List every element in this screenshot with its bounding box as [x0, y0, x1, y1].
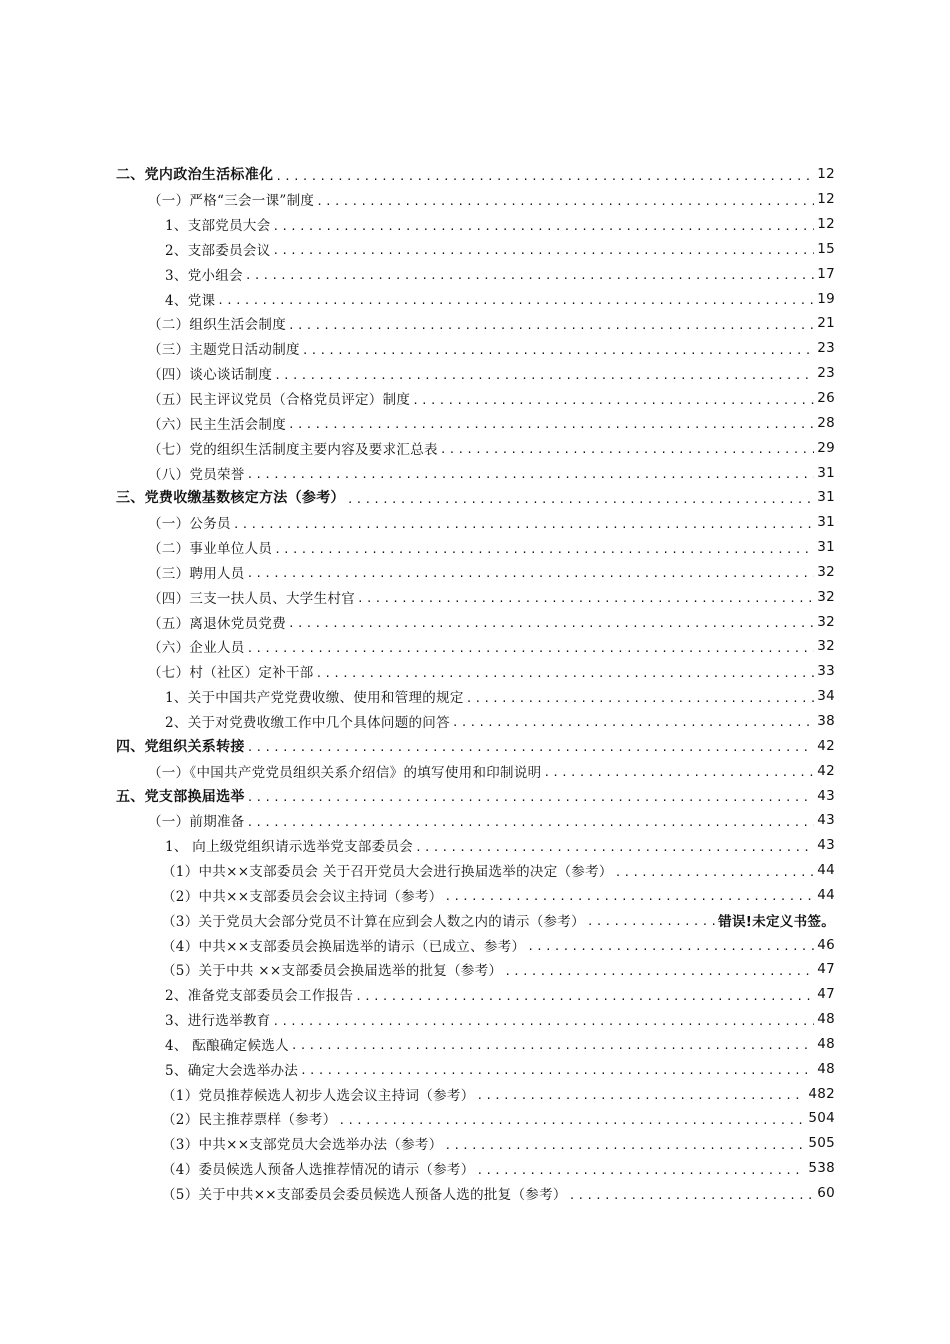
toc-page-number: 26	[817, 390, 835, 407]
toc-entry[interactable]	[0, 833, 950, 858]
toc-entry[interactable]	[0, 311, 950, 336]
toc-entry-title: （2）民主推荐票样（参考）	[162, 1112, 337, 1129]
toc-entry[interactable]	[0, 560, 950, 585]
toc-entry[interactable]	[0, 510, 950, 535]
toc-leader-dots	[355, 990, 814, 1003]
toc-entry-title: 1、 向上级党组织请示选举党支部委员会	[165, 839, 414, 856]
toc-entry[interactable]	[0, 584, 950, 609]
toc-page-number: 12	[817, 191, 835, 208]
toc-entry-title: 4、 酝酿确定候选人	[165, 1037, 289, 1054]
toc-page-number: 43	[817, 837, 835, 854]
toc-entry[interactable]	[0, 1106, 950, 1131]
toc-entry-title: （三）聘用人员	[148, 565, 245, 582]
toc-entry[interactable]	[0, 709, 950, 734]
toc-page-number: 46	[817, 936, 835, 953]
toc-page-number: 28	[817, 414, 835, 431]
toc-entry[interactable]	[0, 361, 950, 386]
toc-entry[interactable]	[0, 882, 950, 907]
toc-page-number: 47	[817, 986, 835, 1003]
toc-leader-dots	[357, 592, 814, 605]
toc-page-number: 42	[817, 762, 835, 779]
toc-leader-dots	[288, 418, 814, 431]
toc-entry-title: （三）主题党日活动制度	[148, 342, 300, 359]
toc-entry[interactable]	[0, 286, 950, 311]
toc-leader-dots	[245, 269, 814, 282]
toc-entry-title: （四）谈心谈话制度	[148, 367, 273, 384]
toc-page-number: 47	[817, 961, 835, 978]
toc-page-number: 538	[808, 1160, 835, 1177]
toc-entry-title: 二、党内政治生活标准化	[116, 167, 274, 184]
toc-entry-title: （五）离退休党员党费	[148, 615, 286, 632]
toc-page-number: 17	[817, 265, 835, 282]
toc-entry[interactable]	[0, 1131, 950, 1156]
toc-leader-dots	[247, 741, 815, 754]
toc-entry-title: （五）民主评议党员（合格党员评定）制度	[148, 392, 411, 409]
toc-entry-title: （二）组织生活会制度	[148, 317, 286, 334]
toc-entry-title: （一）公务员	[148, 516, 231, 533]
toc-leader-dots	[288, 617, 814, 630]
toc-page-number: 32	[817, 638, 835, 655]
toc-leader-dots	[302, 344, 814, 357]
toc-leader-dots	[569, 1189, 815, 1202]
toc-entry-title: 2、准备党支部委员会工作报告	[165, 988, 354, 1005]
toc-leader-dots	[316, 195, 814, 208]
toc-leader-dots	[275, 170, 814, 183]
toc-entry[interactable]	[0, 212, 950, 237]
toc-entry-title: （一）《中国共产党党员组织关系介绍信》的填写使用和印制说明	[148, 764, 542, 781]
toc-leader-dots	[300, 1064, 814, 1077]
toc-leader-dots	[445, 1139, 806, 1152]
toc-entry-title: （六）企业人员	[148, 640, 245, 657]
toc-page-number: 48	[817, 1011, 835, 1028]
toc-page-number: 31	[817, 489, 835, 506]
toc-page-number: 32	[817, 613, 835, 630]
toc-entry-title: （4）中共××支部委员会换届选举的请示（已成立、参考）	[162, 938, 526, 955]
toc-entry[interactable]	[0, 410, 950, 435]
toc-page-number: 12	[817, 166, 835, 183]
toc-leader-dots	[273, 220, 815, 233]
toc-entry[interactable]	[0, 684, 950, 709]
toc-leader-dots	[273, 244, 815, 257]
toc-page-number: 29	[817, 439, 835, 456]
toc-entry[interactable]	[0, 1032, 950, 1057]
toc-leader-dots	[587, 915, 715, 928]
toc-page-number: 32	[817, 563, 835, 580]
toc-page-number: 19	[817, 290, 835, 307]
toc-entry[interactable]	[0, 932, 950, 957]
toc-page-number: 31	[817, 464, 835, 481]
toc-entry[interactable]	[0, 733, 950, 758]
toc-entry-title: （3）关于党员大会部分党员不计算在应到会人数之内的请示（参考）	[162, 913, 585, 930]
toc-leader-dots	[440, 443, 814, 456]
toc-page-number: 23	[817, 340, 835, 357]
toc-page-number: 43	[817, 812, 835, 829]
toc-entry[interactable]	[0, 758, 950, 783]
toc-leader-dots	[615, 866, 815, 879]
toc-entry-title: （六）民主生活会制度	[148, 416, 286, 433]
toc-leader-dots	[412, 394, 814, 407]
toc-page-number: 48	[817, 1035, 835, 1052]
toc-leader-dots	[466, 692, 815, 705]
toc-entry-title: （七）村（社区）定补干部	[148, 665, 314, 682]
toc-entry-title: （一）严格“三会一课”制度	[148, 193, 315, 210]
toc-entry[interactable]	[0, 485, 950, 510]
toc-entry-title: 五、党支部换届选举	[116, 788, 245, 805]
toc-page-number: 38	[817, 712, 835, 729]
toc-page-number: 48	[817, 1060, 835, 1077]
toc-entry-title: （1）党员推荐候选人初步人选会议主持词（参考）	[162, 1087, 475, 1104]
toc-leader-dots	[504, 965, 814, 978]
toc-leader-dots	[233, 518, 814, 531]
toc-page-number: 21	[817, 315, 835, 332]
toc-entry[interactable]	[0, 1181, 950, 1206]
toc-entry-title: （一）前期准备	[148, 814, 245, 831]
toc-leader-dots	[477, 1089, 806, 1102]
toc-page-number: 505	[808, 1135, 835, 1152]
toc-entry[interactable]	[0, 460, 950, 485]
toc-entry-title: （二）事业单位人员	[148, 541, 273, 558]
toc-entry[interactable]	[0, 1056, 950, 1081]
toc-entry-title: （八）党员荣誉	[148, 466, 245, 483]
toc-leader-dots	[347, 493, 814, 506]
toc-bookmark-error: 错误!未定义书签。	[718, 913, 835, 930]
toc-entry[interactable]	[0, 336, 950, 361]
toc-leader-dots	[273, 1015, 815, 1028]
toc-entry-title: （七）党的组织生活制度主要内容及要求汇总表	[148, 441, 438, 458]
toc-leader-dots	[274, 543, 814, 556]
toc-leader-dots	[247, 567, 815, 580]
toc-leader-dots	[291, 1039, 814, 1052]
toc-entry-title: 四、党组织关系转接	[116, 738, 245, 755]
toc-entry[interactable]	[0, 808, 950, 833]
toc-entry[interactable]	[0, 858, 950, 883]
toc-page-number: 31	[817, 539, 835, 556]
toc-entry-title: （2）中共××支部委员会会议主持词（参考）	[162, 888, 443, 905]
toc-leader-dots	[247, 816, 815, 829]
toc-page-number: 12	[817, 216, 835, 233]
toc-entry-title: （5）关于中共××支部委员会委员候选人预备人选的批复（参考）	[162, 1187, 567, 1204]
toc-entry[interactable]	[0, 435, 950, 460]
toc-leader-dots	[452, 716, 814, 729]
toc-leader-dots	[339, 1114, 806, 1127]
toc-entry[interactable]	[0, 907, 950, 932]
toc-entry-title: （3）中共××支部党员大会选举办法（参考）	[162, 1137, 443, 1154]
toc-entry-title: （1）中共××支部委员会 关于召开党员大会进行换届选举的决定（参考）	[162, 864, 613, 881]
toc-entry-title: 2、支部委员会议	[165, 242, 271, 259]
toc-entry-title: 三、党费收缴基数核定方法（参考）	[116, 490, 345, 507]
toc-page-number: 60	[817, 1185, 835, 1202]
toc-page-number: 42	[817, 737, 835, 754]
toc-entry[interactable]	[0, 261, 950, 286]
toc-entry[interactable]	[0, 1081, 950, 1106]
toc-leader-dots	[445, 890, 815, 903]
toc-page-number: 482	[808, 1085, 835, 1102]
toc-leader-dots	[316, 667, 815, 680]
toc-entry-title: （4）委员候选人预备人选推荐情况的请示（参考）	[162, 1162, 475, 1179]
toc-page-number: 31	[817, 514, 835, 531]
toc-entry-title: （5）关于中共 ××支部委员会换届选举的批复（参考）	[162, 963, 503, 980]
toc-entry[interactable]	[0, 187, 950, 212]
toc-page-number: 32	[817, 588, 835, 605]
toc-entry[interactable]	[0, 659, 950, 684]
toc-entry[interactable]	[0, 237, 950, 262]
toc-page-number: 33	[817, 663, 835, 680]
toc-entry-title: 5、确定大会选举办法	[165, 1062, 299, 1079]
toc-entry[interactable]	[0, 609, 950, 634]
toc-page-number: 23	[817, 365, 835, 382]
toc-page-number: 15	[817, 240, 835, 257]
toc-leader-dots	[217, 294, 814, 307]
toc-entry-title: 4、党课	[165, 292, 216, 309]
toc-page-number: 504	[808, 1110, 835, 1127]
toc-entry[interactable]	[0, 386, 950, 411]
toc-entry[interactable]	[0, 1007, 950, 1032]
toc-entry-title: 3、党小组会	[165, 267, 243, 284]
toc-leader-dots	[415, 841, 814, 854]
toc-page-number: 44	[817, 886, 835, 903]
toc-leader-dots	[477, 1164, 806, 1177]
toc-entry-title: 3、进行选举教育	[165, 1013, 271, 1030]
toc-leader-dots	[543, 766, 814, 779]
toc-leader-dots	[247, 791, 815, 804]
toc-entry[interactable]	[0, 1156, 950, 1181]
table-of-contents	[0, 162, 950, 1205]
toc-entry-title: 1、支部党员大会	[165, 218, 271, 235]
toc-entry[interactable]	[0, 957, 950, 982]
toc-entry-title: 2、关于对党费收缴工作中几个具体问题的问答	[165, 714, 450, 731]
toc-entry-title: （四）三支一扶人员、大学生村官	[148, 590, 355, 607]
toc-entry[interactable]	[0, 162, 950, 187]
toc-leader-dots	[247, 468, 815, 481]
toc-leader-dots	[247, 642, 815, 655]
toc-leader-dots	[274, 369, 814, 382]
toc-page-number: 34	[817, 688, 835, 705]
toc-entry[interactable]	[0, 634, 950, 659]
toc-leader-dots	[527, 940, 814, 953]
toc-leader-dots	[288, 319, 814, 332]
toc-entry[interactable]	[0, 783, 950, 808]
toc-page-number: 43	[817, 787, 835, 804]
toc-entry-title: 1、关于中国共产党党费收缴、使用和管理的规定	[165, 690, 464, 707]
toc-page-number: 44	[817, 862, 835, 879]
toc-entry[interactable]	[0, 535, 950, 560]
toc-entry[interactable]	[0, 982, 950, 1007]
